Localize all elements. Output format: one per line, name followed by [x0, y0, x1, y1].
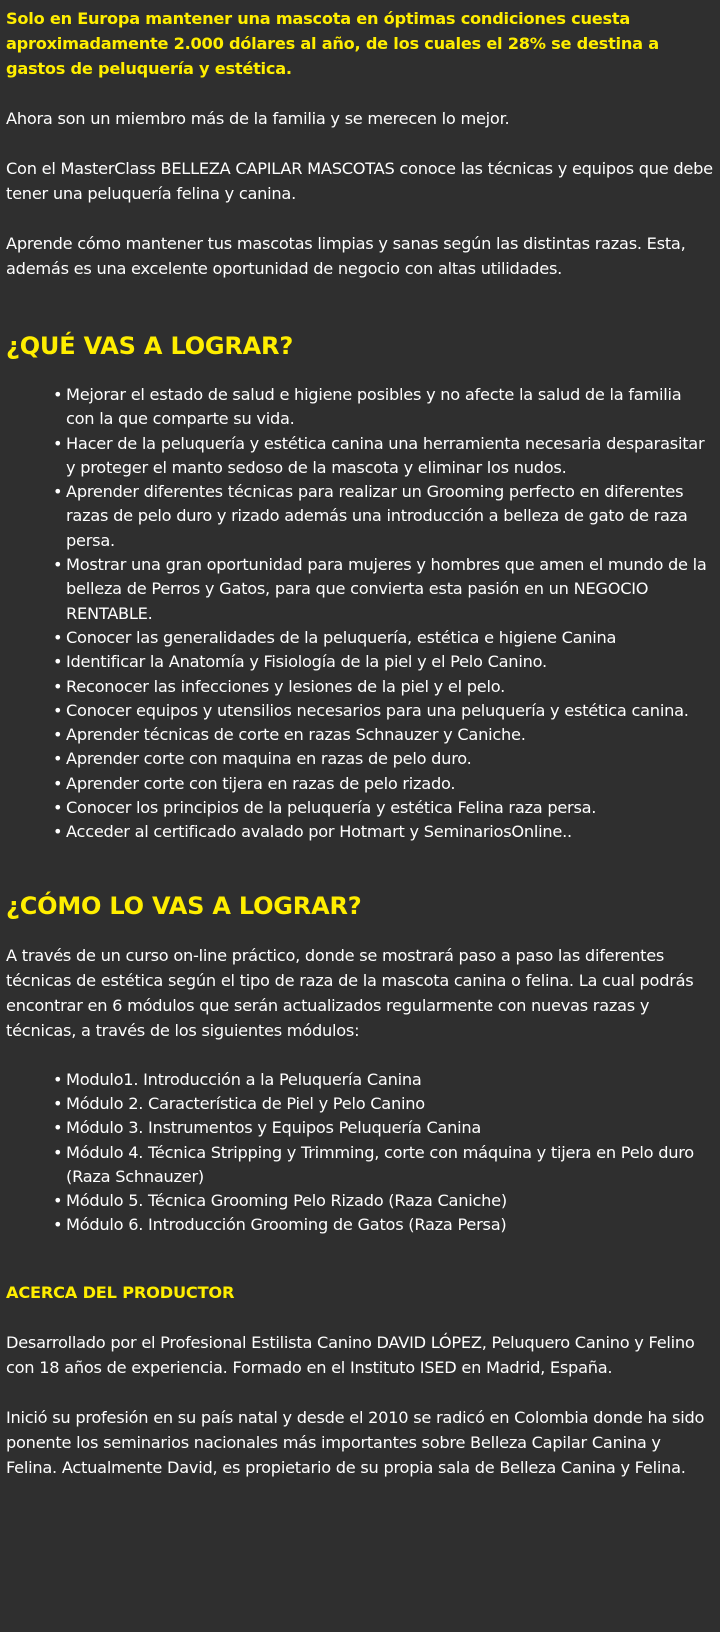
list-item: • Aprender corte con tijera en razas de pelo rizado.: [56, 772, 714, 796]
list-item: • Aprender técnicas de corte en razas Schnauzer y Caniche.: [56, 723, 714, 747]
list-logros: [6, 383, 714, 845]
list-item-module: • Módulo 6. Introducción Grooming de Gatos (Raza Persa): [56, 1213, 714, 1237]
paragraph-family: Ahora son un miembro más de la familia y se merecen lo mejor.: [6, 109, 510, 128]
list-item: • Aprender corte con maquina en razas de pelo duro.: [56, 747, 714, 771]
list-item-module: • Módulo 2. Característica de Piel y Pelo Canino: [56, 1092, 714, 1116]
list-item-module: • Módulo 5. Técnica Grooming Pelo Rizado (Raza Caniche): [56, 1189, 714, 1213]
intro-highlight: Solo en Europa mantener una mascota en óptimas condiciones cuesta aproximadamente 2.000 dólares al año, de los cuales el 28% se destina a gastos de peluquería y estética.: [6, 9, 659, 78]
list-item-module: • Modulo1. Introducción a la Peluquería Canina: [56, 1068, 714, 1092]
list-item: • Conocer los principios de la peluquería y estética Felina raza persa.: [56, 796, 714, 820]
list-item: • Aprender diferentes técnicas para realizar un Grooming perfecto en diferentes razas de pelo duro y rizado además una introducción a belleza de gato de raza persa.: [56, 480, 714, 553]
list-item: • Hacer de la peluquería y estética canina una herramienta necesaria desparasitar y proteger el manto sedoso de la mascota y eliminar los nudos.: [56, 432, 714, 481]
list-modulos: [6, 1068, 714, 1238]
paragraph-como: A través de un curso on-line práctico, donde se mostrará paso a paso las diferentes técnicas de estética según el tipo de raza de la mascota canina o felina. La cual podrás encontrar en 6 módulos que serán actualizados regularmente con nuevas razas y técnicas, a través de los siguientes módulos:: [6, 945, 694, 1040]
section-heading-como: ¿CÓMO LO VAS A LOGRAR?: [6, 891, 362, 920]
paragraph-opportunity: Aprende cómo mantener tus mascotas limpias y sanas según las distintas razas. Esta, además es una excelente oportunidad de negocio con altas utilidades.: [6, 234, 686, 278]
section-heading-productor: ACERCA DEL PRODUCTOR: [6, 1282, 235, 1302]
list-item: • Identificar la Anatomía y Fisiología de la piel y el Pelo Canino.: [56, 650, 714, 674]
list-item: • Reconocer las infecciones y lesiones de la piel y el pelo.: [56, 675, 714, 699]
list-item-module: • Módulo 4. Técnica Stripping y Trimming, corte con máquina y tijera en Pelo duro (Raza Schnauzer): [56, 1141, 714, 1190]
paragraph-masterclass: Con el MasterClass BELLEZA CAPILAR MASCOTAS conoce las técnicas y equipos que debe tener una peluquería felina y canina.: [6, 159, 713, 203]
list-item-module: • Módulo 3. Instrumentos y Equipos Peluquería Canina: [56, 1116, 714, 1140]
list-item: • Mostrar una gran oportunidad para mujeres y hombres que amen el mundo de la belleza de Perros y Gatos, para que convierta esta pasión en un NEGOCIO RENTABLE.: [56, 553, 714, 626]
list-item: • Conocer las generalidades de la peluquería, estética e higiene Canina: [56, 626, 714, 650]
list-item: • Acceder al certificado avalado por Hotmart y SeminariosOnline..: [56, 820, 714, 844]
section-heading-logros: ¿QUÉ VAS A LOGRAR?: [6, 332, 294, 360]
list-item: • Mejorar el estado de salud e higiene posibles y no afecte la salud de la familia con la que comparte su vida.: [56, 383, 714, 432]
paragraph-productor-1: Desarrollado por el Profesional Estilista Canino DAVID LÓPEZ, Peluquero Canino y Felino con 18 años de experiencia. Formado en el Instituto ISED en Madrid, España.: [6, 1332, 695, 1377]
list-item: • Conocer equipos y utensilios necesarios para una peluquería y estética canina.: [56, 699, 714, 723]
paragraph-productor-2: Inició su profesión en su país natal y desde el 2010 se radicó en Colombia donde ha sido ponente los seminarios nacionales más importantes sobre Belleza Capilar Canina y Felina. Actualmente David, es propietario de su propia sala de Belleza Canina y Felina.: [6, 1407, 705, 1477]
